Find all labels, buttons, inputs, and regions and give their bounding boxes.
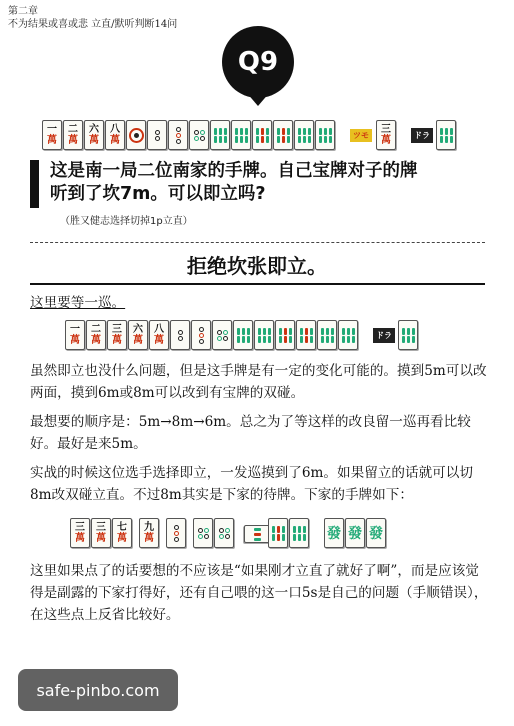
question-text: [50, 160, 490, 206]
man-tile: 三 萬: [107, 320, 127, 350]
paragraph-1: 虽然即立也没什么问题，但是这手牌是有一定的变化可能的。摸到5m可以改两面，摸到6m或8m可以改到有宝牌的双碰。: [30, 363, 487, 401]
sou-tile: [210, 120, 230, 150]
sou-tile: [233, 320, 253, 350]
answer-title: 拒绝坎张即立。: [187, 254, 327, 278]
pin-2-tile: [170, 320, 190, 350]
sou-tile: [254, 320, 274, 350]
answer-divider: [30, 283, 485, 285]
man-tile: 八 萬: [105, 120, 125, 150]
question-line-2: 听到了坎7m。可以即立吗?: [50, 184, 266, 204]
sou-tile: [273, 120, 293, 150]
hand-tiles-1: [42, 120, 457, 150]
man-tile: 九 萬: [139, 518, 159, 548]
hatsu-tile: 發: [345, 518, 365, 548]
man-tile: 六 萬: [128, 320, 148, 350]
watermark: safe-pinbo.com: [18, 669, 178, 711]
sou-tile: [275, 320, 295, 350]
sou-tile: [317, 320, 337, 350]
tsumo-label: ツモ: [350, 129, 372, 142]
closing-paragraph: 这里如果点了的话要想的不应该是“如果刚才立直了就好了啊”，而是应该觉得是副露的下家打得好，还有自己喂的这一口5s是自己的问题（手顺错误），在这些点上反省比较好。: [30, 563, 488, 623]
pin-3-tile: [191, 320, 211, 350]
pin-4-tile: [212, 320, 232, 350]
sou-tile: [296, 320, 316, 350]
dora-label: ドラ: [373, 328, 395, 343]
chapter-subtitle: 不为结果或喜或悲 立直/默听判断14问: [8, 19, 178, 30]
sou-tile: [294, 120, 314, 150]
question-line-1: 这是南一局二位南家的手牌。自己宝牌对子的牌: [50, 161, 418, 181]
man-tile: 一 萬: [42, 120, 62, 150]
question-badge: [222, 26, 294, 98]
man-tile: 三 萬: [91, 518, 111, 548]
hand-tiles-2: [65, 320, 419, 350]
pin-4-tile: [189, 120, 209, 150]
sou-tile: [338, 320, 358, 350]
man-tile: 二 萬: [86, 320, 106, 350]
dashed-divider: [30, 242, 485, 243]
badge-pointer: [246, 92, 270, 106]
sou-tile: [289, 518, 309, 548]
pin-2-tile: [147, 120, 167, 150]
man-tile: 六 萬: [84, 120, 104, 150]
pin-3-tile: [168, 120, 188, 150]
man-tile: 七 萬: [112, 518, 132, 548]
dora-indicator-tile: [436, 120, 456, 150]
hatsu-tile: 發: [324, 518, 344, 548]
question-marker: [30, 160, 39, 208]
sou-tile: [231, 120, 251, 150]
dora-label: ドラ: [411, 128, 433, 143]
paragraph-2: 最想要的顺序是：5m→8m→6m。总之为了等这样的改良留一巡再看比较好。最好是来5m。: [30, 414, 471, 452]
chapter-label: 第二章: [8, 6, 38, 17]
sou-tile: [315, 120, 335, 150]
pin-4-tile: [193, 518, 213, 548]
man-tile: 一 萬: [65, 320, 85, 350]
hatsu-tile: 發: [366, 518, 386, 548]
man-tile: 八 萬: [149, 320, 169, 350]
paragraph-3: 实战的时候这位选手选择即立，一发巡摸到了6m。如果留立的话就可以切8m改双碰立直。不过8m其实是下家的待牌。下家的手牌如下：: [30, 465, 473, 503]
pin-3-tile: [166, 518, 186, 548]
question-note: （胜又健志选择切掉1p立直）: [60, 216, 193, 227]
paragraph-wait: 这里要等一巡。: [30, 295, 126, 311]
sou-tile: [252, 120, 272, 150]
man-tile: 二 萬: [63, 120, 83, 150]
dora-indicator-tile: [398, 320, 418, 350]
pin-1-tile: [126, 120, 146, 150]
sou-tile: [268, 518, 288, 548]
question-number: Q9: [237, 47, 279, 77]
pin-4-tile: [214, 518, 234, 548]
hand-tiles-3: [70, 518, 387, 548]
tsumo-tile: 三 萬: [376, 120, 396, 150]
man-tile: 三 萬: [70, 518, 90, 548]
